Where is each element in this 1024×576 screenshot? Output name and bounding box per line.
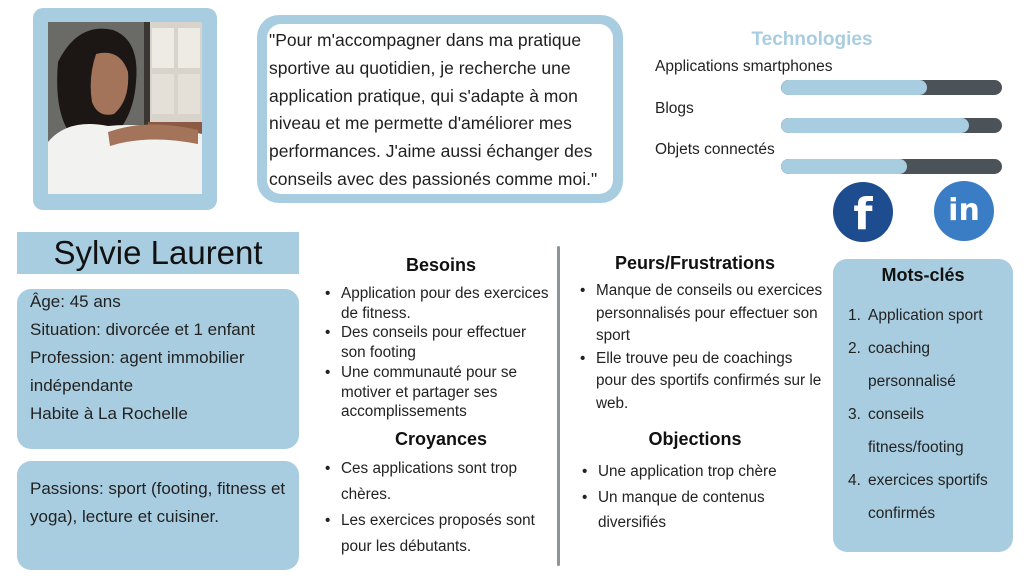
linkedin-icon[interactable]	[934, 181, 994, 241]
tech-label-smartphones: Applications smartphones	[655, 58, 833, 75]
keywords-title: Mots-clés	[881, 265, 965, 285]
passions-text: Passions: sport (footing, fitness et yoga), lecture et cuisiner.	[30, 479, 286, 526]
keywords-list	[848, 299, 1008, 530]
keyword-number: 1.	[848, 307, 861, 324]
tech-label-connected-objects: Objets connectés	[655, 141, 775, 158]
linkedin-glyph: in	[948, 193, 980, 228]
keyword-number: 2.	[848, 340, 861, 357]
list-item: • Une communauté pour se motiver et partager ses accomplissements	[321, 363, 553, 422]
list-item: • Manque de conseils ou exercices personnalisés pour effectuer son sport	[576, 280, 826, 348]
info-text	[30, 288, 295, 428]
info-situation: Situation: divorcée et 1 enfant	[30, 320, 255, 339]
persona-quote: "Pour m'accompagner dans ma pratique sportive au quotidien, je recherche une application pratique, qui s'adapte à mon niveau et me permette d'améliorer mes performances. J'aime aussi échanger des conseils avec des passionés comme moi."	[269, 30, 598, 189]
tech-bar-fill	[781, 80, 927, 95]
keyword-number: 3.	[848, 406, 861, 423]
persona-photo	[48, 22, 202, 194]
croyances-list	[321, 456, 561, 560]
croyances-title: Croyances	[394, 429, 488, 449]
keyword-label: conseils fitness/footing	[868, 406, 964, 456]
objections-title: Objections	[648, 429, 742, 449]
list-item	[848, 299, 1008, 332]
keyword-label: coaching personnalisé	[868, 340, 956, 390]
persona-photo-illustration	[48, 22, 202, 194]
peurs-title: Peurs/Frustrations	[614, 253, 776, 273]
tech-label-blogs: Blogs	[655, 100, 694, 117]
besoins-list	[321, 284, 553, 422]
facebook-glyph: f	[853, 189, 873, 240]
keyword-number: 4.	[848, 472, 861, 489]
list-item: • Un manque de contenus diversifiés	[578, 485, 818, 536]
list-item: • Des conseils pour effectuer son footing	[321, 323, 553, 362]
tech-bar-connected-objects	[781, 159, 1002, 174]
column-divider	[557, 246, 560, 566]
list-item	[848, 398, 1008, 464]
list-item: • Ces applications sont trop chères.	[321, 456, 561, 508]
besoins-title: Besoins	[405, 255, 477, 275]
list-item	[848, 464, 1008, 530]
list-item: • Une application trop chère	[578, 459, 818, 485]
tech-bar-blogs	[781, 118, 1002, 133]
list-item	[848, 332, 1008, 398]
info-city: Habite à La Rochelle	[30, 404, 188, 423]
info-age: Âge: 45 ans	[30, 292, 121, 311]
technologies-title: Technologies	[751, 29, 873, 50]
info-profession: Profession: agent immobilier indépendante	[30, 348, 245, 395]
list-item: • Elle trouve peu de coachings pour des sportifs confirmés sur le web.	[576, 348, 826, 416]
keyword-label: exercices sportifs confirmés	[868, 472, 988, 522]
keyword-label: Application sport	[868, 307, 983, 324]
tech-bar-smartphones	[781, 80, 1002, 95]
facebook-icon[interactable]	[833, 182, 893, 242]
objections-list	[578, 459, 818, 536]
peurs-list	[576, 280, 826, 415]
list-item: • Les exercices proposés sont pour les débutants.	[321, 508, 561, 560]
tech-bar-fill	[781, 159, 907, 174]
list-item: • Application pour des exercices de fitness.	[321, 284, 553, 323]
tech-bar-fill	[781, 118, 969, 133]
persona-name: Sylvie Laurent	[17, 232, 299, 274]
